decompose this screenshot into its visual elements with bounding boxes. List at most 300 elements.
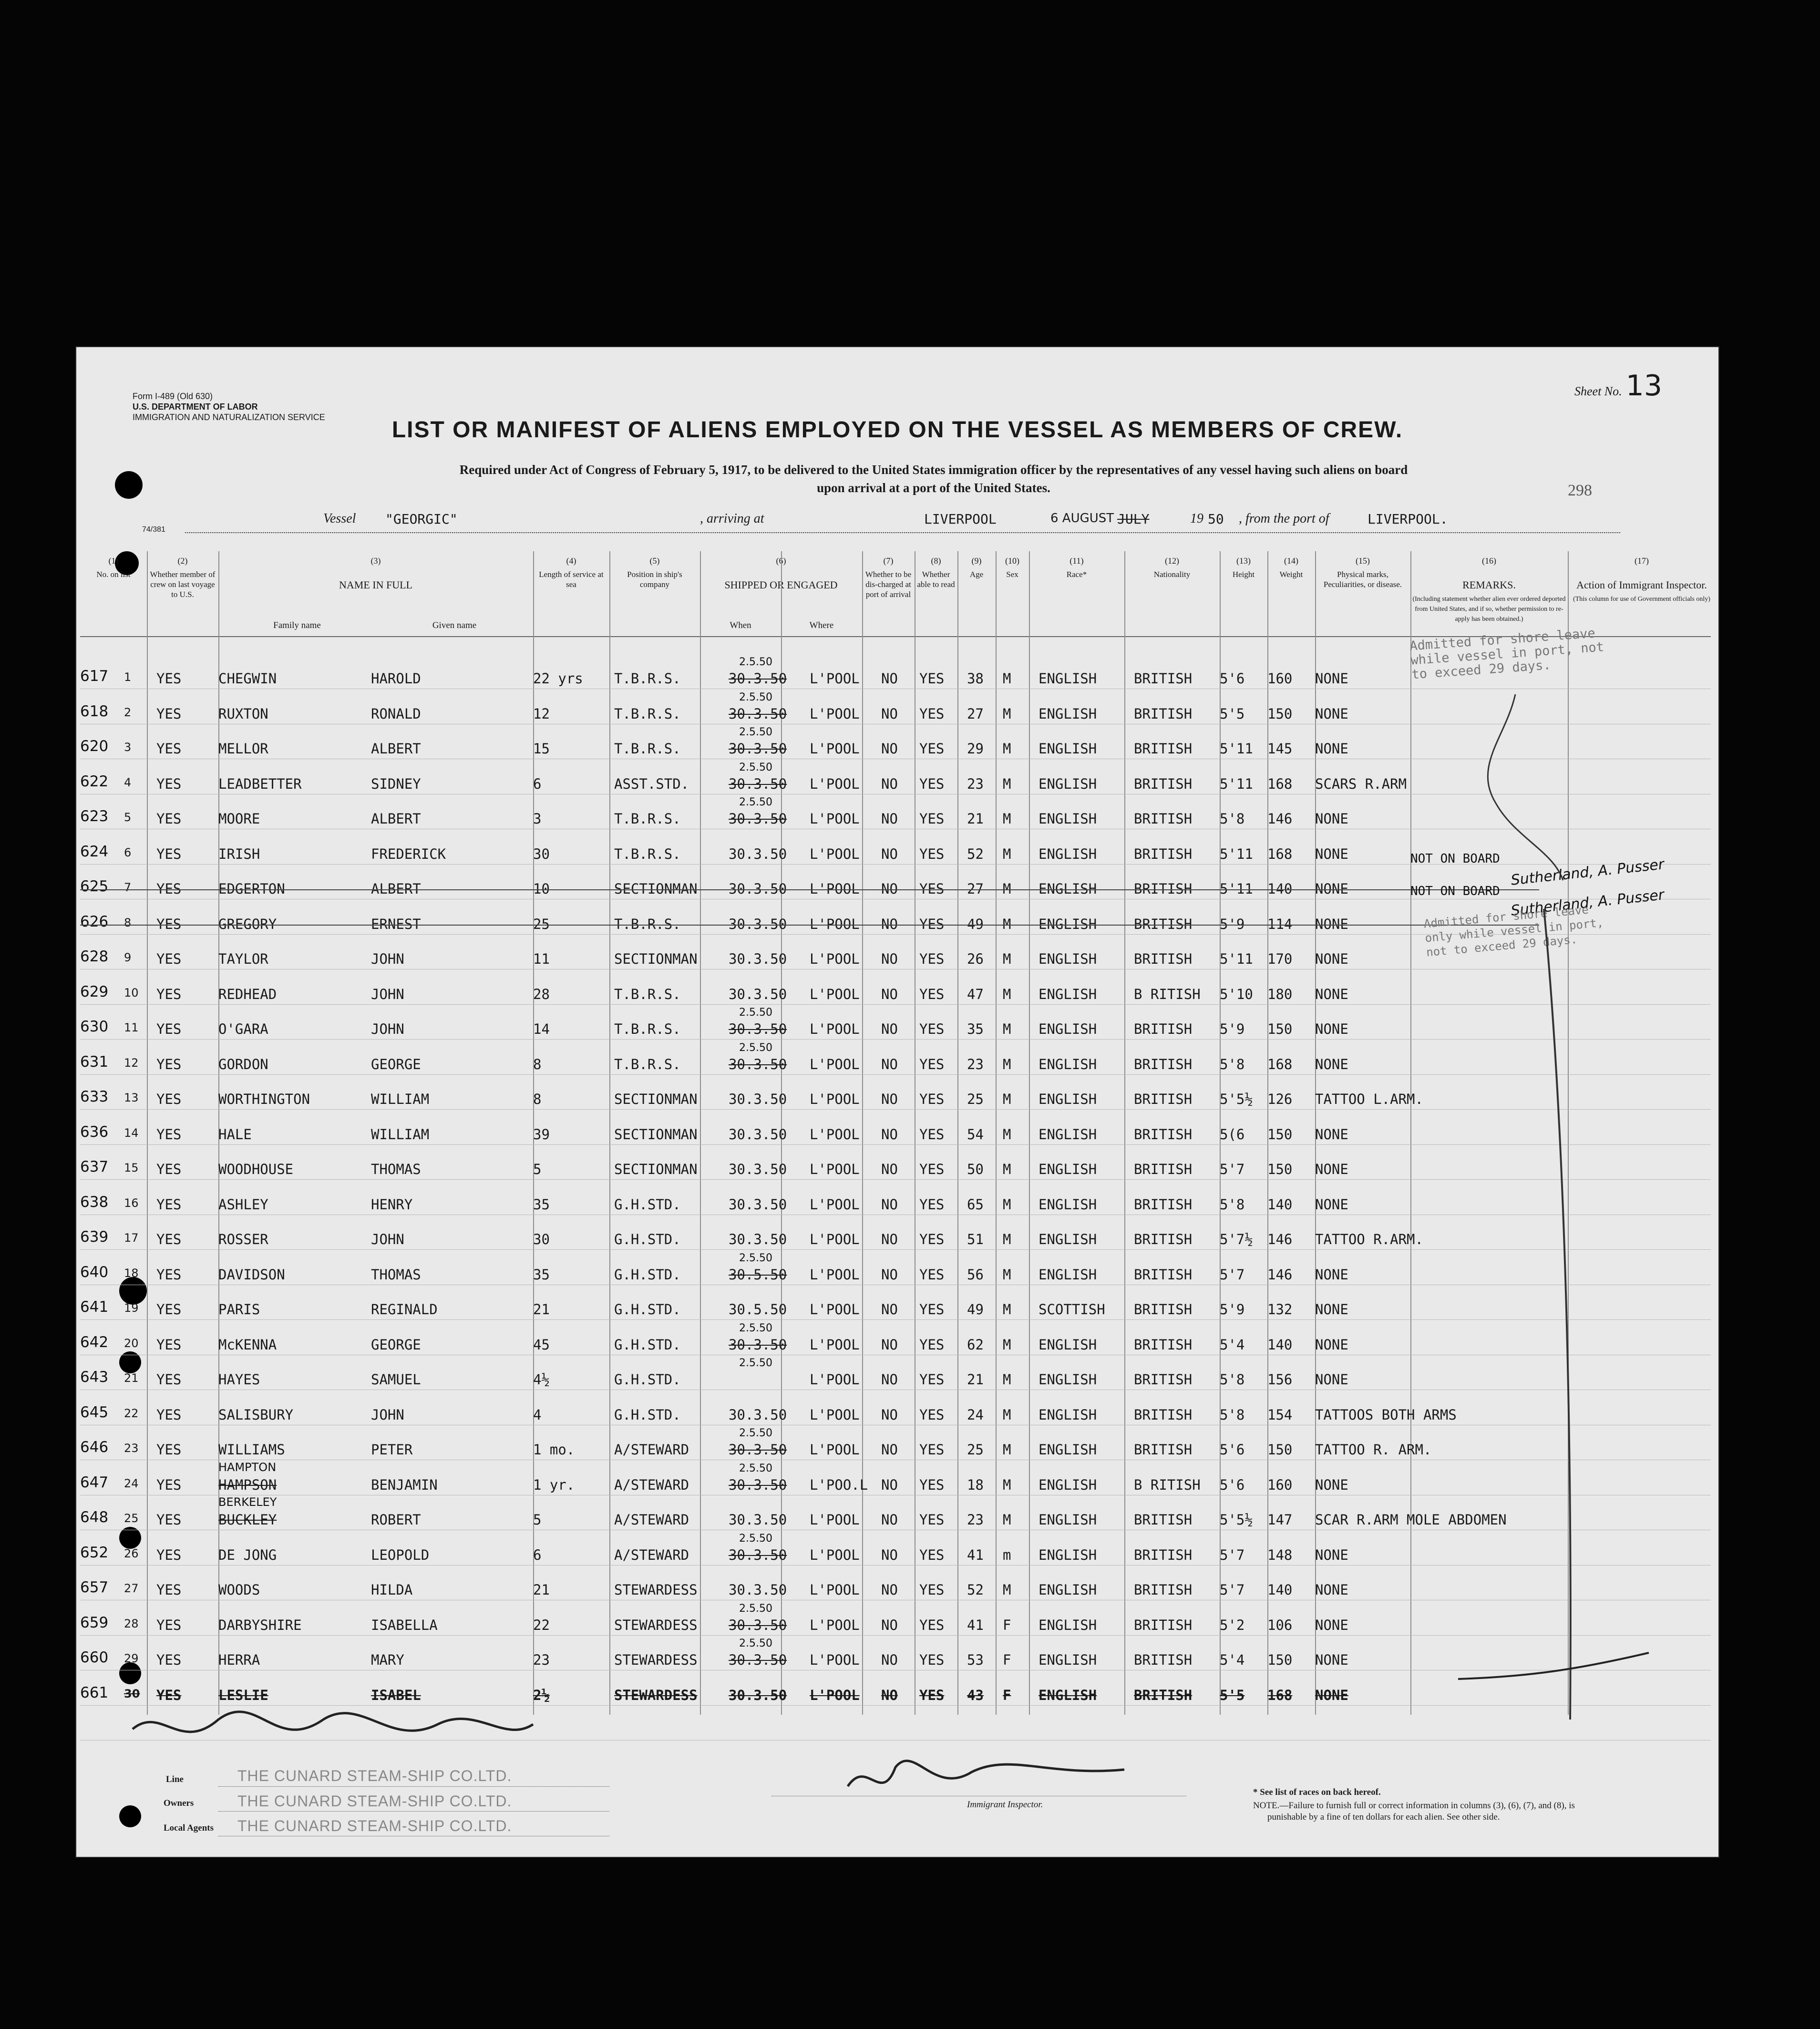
- cell-service: 5: [533, 1161, 542, 1177]
- cell-height: 5'8: [1220, 1196, 1245, 1213]
- cell-height: 5'7½: [1220, 1231, 1253, 1247]
- cell-weight: 168: [1267, 775, 1293, 792]
- cell-last: YES: [156, 1301, 182, 1318]
- cell-weight: 132: [1267, 1301, 1293, 1318]
- line-reference-number: 648: [80, 1509, 109, 1526]
- cell-last: YES: [156, 1196, 182, 1213]
- cell-family: WILLIAMS: [218, 1442, 285, 1458]
- cell-family: ROSSER: [218, 1231, 268, 1247]
- cell-weight: 168: [1267, 845, 1293, 862]
- cell-weight: 150: [1267, 1652, 1293, 1668]
- remark-bracket-stroke: [1488, 694, 1563, 880]
- cell-read: YES: [919, 775, 945, 792]
- line-reference-number: 625: [80, 878, 109, 895]
- cell-family: DE JONG: [218, 1546, 277, 1563]
- from-port: LIVERPOOL.: [1368, 511, 1448, 527]
- cell-nat: BRITISH: [1134, 916, 1193, 932]
- cell-family: LESLIE: [218, 1687, 268, 1703]
- inspector-initials: Sutherland, A. Pusser: [1510, 886, 1665, 919]
- cell-given: MARY: [371, 1652, 404, 1668]
- cell-when: 30.3.50: [729, 881, 787, 897]
- cell-age: 52: [967, 1582, 984, 1598]
- cell-height: 5'11: [1220, 775, 1253, 792]
- column-number: (15): [1356, 556, 1370, 566]
- cell-sex: M: [1003, 670, 1011, 687]
- cell-no: 14: [124, 1126, 139, 1140]
- line-reference-number: 660: [80, 1649, 109, 1666]
- cell-last: YES: [156, 670, 182, 687]
- not-on-board-note: NOT ON BOARD: [1410, 884, 1500, 898]
- requirement-line-2: upon arrival at a port of the United States.: [817, 481, 1050, 495]
- cell-position: SECTIONMAN: [614, 881, 698, 897]
- cell-read: YES: [919, 1021, 945, 1037]
- cell-where: L'POOL: [810, 986, 860, 1002]
- cell-weight: 140: [1267, 1582, 1293, 1598]
- column-label: Position in ship's company: [627, 570, 682, 589]
- cell-marks: NONE: [1315, 1476, 1348, 1493]
- cell-no: 23: [124, 1442, 139, 1455]
- cell-height: 5'11: [1220, 951, 1253, 967]
- cell-no: 21: [124, 1371, 139, 1385]
- cell-no: 12: [124, 1056, 139, 1070]
- cell-read: YES: [919, 1196, 945, 1213]
- cell-where: L'POOL: [810, 1652, 860, 1668]
- cell-no: 27: [124, 1582, 139, 1595]
- cell-family: O'GARA: [218, 1021, 268, 1037]
- cell-no: 30: [124, 1687, 140, 1700]
- cell-given: THOMAS: [371, 1266, 421, 1283]
- cell-read: YES: [919, 1056, 945, 1072]
- cell-disch: NO: [881, 1476, 898, 1493]
- cell-height: 5'5½: [1220, 1091, 1253, 1107]
- cell-position: STEWARDESS: [614, 1687, 698, 1703]
- cell-disch: NO: [881, 1406, 898, 1423]
- cell-nat: BRITISH: [1134, 1161, 1193, 1177]
- cell-race: ENGLISH: [1039, 775, 1097, 792]
- cell-disch: NO: [881, 845, 898, 862]
- cell-service: 1 yr.: [533, 1476, 575, 1493]
- cell-disch: NO: [881, 741, 898, 757]
- cell-service: 45: [533, 1336, 550, 1353]
- cell-age: 56: [967, 1266, 984, 1283]
- cell-given: JOHN: [371, 951, 404, 967]
- cell-position: G.H.STD.: [614, 1301, 681, 1318]
- cell-height: 5'8: [1220, 1056, 1245, 1072]
- cell-nat: BRITISH: [1134, 1582, 1193, 1598]
- corrected-family-name: BERKELEY: [218, 1495, 277, 1509]
- cell-disch: NO: [881, 1231, 898, 1247]
- cell-marks: TATTOO L.ARM.: [1315, 1091, 1423, 1107]
- cell-weight: 140: [1267, 1336, 1293, 1353]
- cell-no: 2: [124, 705, 132, 719]
- corrected-shipped-date: 2.5.50: [739, 1602, 772, 1615]
- cell-position: ASST.STD.: [614, 775, 689, 792]
- cell-last: YES: [156, 1687, 182, 1703]
- column-label: No. on list: [96, 570, 131, 579]
- column-number: (9): [971, 556, 982, 566]
- column-number: (7): [883, 556, 894, 566]
- cell-weight: 168: [1267, 1687, 1293, 1703]
- cell-sex: M: [1003, 1021, 1011, 1037]
- cell-last: YES: [156, 705, 182, 722]
- cell-marks: NONE: [1315, 705, 1348, 722]
- cell-read: YES: [919, 1442, 945, 1458]
- cell-read: YES: [919, 1161, 945, 1177]
- cell-weight: 140: [1267, 1196, 1293, 1213]
- cell-last: YES: [156, 1617, 182, 1633]
- cell-read: YES: [919, 1476, 945, 1493]
- cell-read: YES: [919, 1371, 945, 1388]
- cell-no: 13: [124, 1091, 139, 1104]
- cell-read: YES: [919, 1546, 945, 1563]
- cell-no: 15: [124, 1161, 139, 1174]
- cell-age: 53: [967, 1652, 984, 1668]
- cell-disch: NO: [881, 1056, 898, 1072]
- column-sublabel: When: [730, 620, 751, 630]
- cell-where: L'POOL: [810, 1546, 860, 1563]
- cell-family: HAMPSON: [218, 1476, 277, 1493]
- column-number: (6): [776, 556, 786, 566]
- cell-marks: NONE: [1315, 1161, 1348, 1177]
- cell-family: DARBYSHIRE: [218, 1617, 302, 1633]
- line-reference-number: 652: [80, 1544, 109, 1561]
- cell-nat: BRITISH: [1134, 1546, 1193, 1563]
- cell-height: 5'2: [1220, 1617, 1245, 1633]
- cell-no: 7: [124, 881, 132, 894]
- cell-no: 28: [124, 1617, 139, 1630]
- cell-service: 25: [533, 916, 550, 932]
- cell-service: 22 yrs: [533, 670, 583, 687]
- cell-given: ROBERT: [371, 1512, 421, 1528]
- cell-height: 5'4: [1220, 1652, 1245, 1668]
- cell-service: 4½: [533, 1371, 550, 1388]
- line-reference-number: 622: [80, 772, 109, 790]
- cell-race: ENGLISH: [1039, 1231, 1097, 1247]
- column-label: Physical marks, Peculiarities, or disease.: [1323, 570, 1402, 589]
- cell-family: GORDON: [218, 1056, 268, 1072]
- cell-disch: NO: [881, 986, 898, 1002]
- cell-marks: NONE: [1315, 1266, 1348, 1283]
- column-label: Whether member of crew on last voyage to U.S.: [150, 570, 216, 599]
- cell-sex: M: [1003, 705, 1011, 722]
- cell-race: ENGLISH: [1039, 741, 1097, 757]
- column-number: (10): [1005, 556, 1019, 566]
- cell-position: G.H.STD.: [614, 1231, 681, 1247]
- cell-given: HILDA: [371, 1582, 413, 1598]
- cell-race: ENGLISH: [1039, 1617, 1097, 1633]
- cell-service: 35: [533, 1196, 550, 1213]
- cell-service: 10: [533, 881, 550, 897]
- cell-where: L'POOL: [810, 1371, 860, 1388]
- cell-service: 12: [533, 705, 550, 722]
- cell-family: DAVIDSON: [218, 1266, 285, 1283]
- cell-nat: BRITISH: [1134, 775, 1193, 792]
- cell-age: 23: [967, 1512, 984, 1528]
- cell-given: ERNEST: [371, 916, 421, 932]
- cell-race: ENGLISH: [1039, 845, 1097, 862]
- cell-read: YES: [919, 1301, 945, 1318]
- corrected-shipped-date: 2.5.50: [739, 796, 772, 808]
- cell-no: 19: [124, 1301, 139, 1315]
- cell-read: YES: [919, 916, 945, 932]
- cell-position: A/STEWARD: [614, 1442, 689, 1458]
- cell-marks: NONE: [1315, 916, 1348, 932]
- cell-given: WILLIAM: [371, 1091, 430, 1107]
- cell-disch: NO: [881, 1336, 898, 1353]
- cell-when: 30.3.50: [729, 1231, 787, 1247]
- cell-given: JOHN: [371, 1231, 404, 1247]
- cell-family: GREGORY: [218, 916, 277, 932]
- cell-age: 51: [967, 1231, 984, 1247]
- cell-marks: NONE: [1315, 1582, 1348, 1598]
- cell-read: YES: [919, 811, 945, 827]
- cell-sex: M: [1003, 1266, 1011, 1283]
- cell-read: YES: [919, 1266, 945, 1283]
- cell-service: 6: [533, 1546, 542, 1563]
- cell-marks: SCAR R.ARM MOLE ABDOMEN: [1315, 1512, 1507, 1528]
- cell-where: L'POOL: [810, 1196, 860, 1213]
- cell-read: YES: [919, 1652, 945, 1668]
- cell-service: 28: [533, 986, 550, 1002]
- cell-race: ENGLISH: [1039, 1476, 1097, 1493]
- line-reference-number: 624: [80, 843, 109, 860]
- line-reference-number: 638: [80, 1193, 109, 1211]
- cell-last: YES: [156, 951, 182, 967]
- cell-weight: 106: [1267, 1617, 1293, 1633]
- line-reference-number: 646: [80, 1439, 109, 1456]
- cell-last: YES: [156, 1091, 182, 1107]
- cell-nat: BRITISH: [1134, 1336, 1193, 1353]
- cell-when: 30.3.50: [729, 1476, 787, 1493]
- cell-where: L'POO.L: [810, 1476, 868, 1493]
- cell-given: RONALD: [371, 705, 421, 722]
- cell-nat: BRITISH: [1134, 741, 1193, 757]
- cell-sex: M: [1003, 951, 1011, 967]
- cell-given: JOHN: [371, 986, 404, 1002]
- cell-race: ENGLISH: [1039, 1091, 1097, 1107]
- cell-service: 2½: [533, 1687, 550, 1703]
- cell-read: YES: [919, 1091, 945, 1107]
- closing-line: [1458, 1653, 1649, 1679]
- cell-age: 62: [967, 1336, 984, 1353]
- corrected-shipped-date: 2.5.50: [739, 1638, 772, 1649]
- cell-age: 26: [967, 951, 984, 967]
- cell-where: L'POOL: [810, 1266, 860, 1283]
- cell-read: YES: [919, 741, 945, 757]
- cell-race: ENGLISH: [1039, 705, 1097, 722]
- cell-read: YES: [919, 1231, 945, 1247]
- inspector-label: Immigrant Inspector.: [967, 1800, 1043, 1810]
- line-reference-number: 643: [80, 1369, 109, 1386]
- column-number: (3): [370, 556, 381, 566]
- cell-age: 25: [967, 1091, 984, 1107]
- cell-where: L'POOL: [810, 845, 860, 862]
- cell-marks: NONE: [1315, 1056, 1348, 1072]
- cell-nat: BRITISH: [1134, 1512, 1193, 1528]
- cell-race: ENGLISH: [1039, 811, 1097, 827]
- cell-marks: TATTOO R.ARM.: [1315, 1231, 1423, 1247]
- cell-position: T.B.R.S.: [614, 811, 681, 827]
- column-number: (16): [1482, 556, 1496, 566]
- line-reference-number: 626: [80, 913, 109, 930]
- cell-last: YES: [156, 1371, 182, 1388]
- cell-last: YES: [156, 1546, 182, 1563]
- column-number: (4): [566, 556, 576, 566]
- cell-last: YES: [156, 1126, 182, 1143]
- cell-last: YES: [156, 1512, 182, 1528]
- cell-no: 8: [124, 916, 132, 929]
- cell-when: 30.3.50: [729, 775, 787, 792]
- from-label: , from the port of: [1239, 511, 1329, 526]
- cell-height: 5'10: [1220, 986, 1253, 1002]
- cell-height: 5'6: [1220, 1442, 1245, 1458]
- cell-sex: M: [1003, 1371, 1011, 1388]
- column-label: Length of service at sea: [539, 570, 604, 589]
- line-label: Line: [166, 1774, 184, 1784]
- penalty-note-line-1: NOTE.—Failure to furnish full or correct information in columns (3), (6), (7), and (8), is: [1253, 1801, 1575, 1811]
- line-reference-number: 657: [80, 1579, 109, 1596]
- cell-last: YES: [156, 916, 182, 932]
- cell-race: ENGLISH: [1039, 1652, 1097, 1668]
- cell-weight: 170: [1267, 951, 1293, 967]
- handwritten-marks: [75, 346, 1719, 1858]
- cell-service: 22: [533, 1617, 550, 1633]
- cell-weight: 150: [1267, 1021, 1293, 1037]
- sheet-number-label: Sheet No.: [1574, 384, 1622, 398]
- cell-when: 30.3.50: [729, 1161, 787, 1177]
- cell-race: ENGLISH: [1039, 1126, 1097, 1143]
- cell-weight: 160: [1267, 670, 1293, 687]
- cell-position: SECTIONMAN: [614, 1126, 698, 1143]
- cell-where: L'POOL: [810, 775, 860, 792]
- cell-nat: BRITISH: [1134, 1091, 1193, 1107]
- cell-service: 21: [533, 1301, 550, 1318]
- cell-no: 17: [124, 1231, 139, 1245]
- cell-race: ENGLISH: [1039, 1582, 1097, 1598]
- cell-nat: BRITISH: [1134, 1056, 1193, 1072]
- cell-last: YES: [156, 845, 182, 862]
- arriving-port: LIVERPOOL: [924, 511, 997, 527]
- cell-position: A/STEWARD: [614, 1546, 689, 1563]
- corrected-shipped-date: 2.5.50: [739, 1357, 772, 1369]
- cell-service: 1 mo.: [533, 1442, 575, 1458]
- cell-read: YES: [919, 705, 945, 722]
- cell-when: 30.3.50: [729, 951, 787, 967]
- cell-nat: BRITISH: [1134, 1406, 1193, 1423]
- cell-position: SECTIONMAN: [614, 1091, 698, 1107]
- cell-given: SIDNEY: [371, 775, 421, 792]
- cell-sex: M: [1003, 1476, 1011, 1493]
- cell-where: L'POOL: [810, 881, 860, 897]
- column-number: (12): [1165, 556, 1179, 566]
- line-reference-number: 633: [80, 1088, 109, 1105]
- cell-age: 25: [967, 1442, 984, 1458]
- line-reference-number: 630: [80, 1018, 109, 1035]
- corrected-shipped-date: 2.5.50: [739, 761, 772, 773]
- cell-position: T.B.R.S.: [614, 986, 681, 1002]
- cell-where: L'POOL: [810, 1091, 860, 1107]
- shore-leave-stamp: Admitted for shore leave only while vessel in port, not to exceed 29 days.: [1423, 903, 1604, 959]
- cell-age: 27: [967, 881, 984, 897]
- column-number: (17): [1635, 556, 1649, 566]
- cell-service: 4: [533, 1406, 542, 1423]
- cell-when: 30.3.50: [729, 1126, 787, 1143]
- cell-weight: 114: [1267, 916, 1293, 932]
- column-label: Action of Immigrant Inspector.: [1576, 579, 1707, 591]
- cell-position: SECTIONMAN: [614, 1161, 698, 1177]
- cell-sex: M: [1003, 1231, 1011, 1247]
- corrected-family-name: HAMPTON: [218, 1460, 277, 1474]
- cell-read: YES: [919, 845, 945, 862]
- cell-no: 18: [124, 1266, 139, 1280]
- shore-leave-stamp: Admitted for shore leave while vessel in port, not to exceed 29 days.: [1409, 626, 1604, 682]
- cell-where: L'POOL: [810, 1336, 860, 1353]
- cell-where: L'POOL: [810, 1056, 860, 1072]
- cell-family: CHEGWIN: [218, 670, 277, 687]
- cell-weight: 148: [1267, 1546, 1293, 1563]
- cell-service: 30: [533, 845, 550, 862]
- line-reference-number: 647: [80, 1473, 109, 1491]
- cell-disch: NO: [881, 1266, 898, 1283]
- cell-where: L'POOL: [810, 741, 860, 757]
- penalty-note-line-2: punishable by a fine of ten dollars for each alien. See other side.: [1267, 1812, 1500, 1822]
- cell-no: 16: [124, 1196, 139, 1210]
- cell-race: ENGLISH: [1039, 881, 1097, 897]
- cell-given: HAROLD: [371, 670, 421, 687]
- cell-given: ALBERT: [371, 881, 421, 897]
- cell-nat: BRITISH: [1134, 1126, 1193, 1143]
- cell-when: 30.3.50: [729, 1196, 787, 1213]
- line-reference-number: 631: [80, 1053, 109, 1071]
- agents-company-stamp: THE CUNARD STEAM-SHIP CO.LTD.: [237, 1817, 512, 1834]
- cell-last: YES: [156, 1056, 182, 1072]
- cell-sex: M: [1003, 881, 1011, 897]
- cell-where: L'POOL: [810, 1161, 860, 1177]
- cell-sex: F: [1003, 1652, 1011, 1668]
- cell-position: STEWARDESS: [614, 1652, 698, 1668]
- cell-marks: NONE: [1315, 1301, 1348, 1318]
- cell-disch: NO: [881, 881, 898, 897]
- cell-when: 30.3.50: [729, 1056, 787, 1072]
- cell-age: 29: [967, 741, 984, 757]
- line-reference-number: 661: [80, 1684, 109, 1701]
- column-label: Race*: [1066, 570, 1087, 579]
- cell-where: L'POOL: [810, 1301, 860, 1318]
- cell-race: ENGLISH: [1039, 1196, 1097, 1213]
- cell-height: 5'8: [1220, 1406, 1245, 1423]
- cell-race: ENGLISH: [1039, 1161, 1097, 1177]
- cell-when: 30.3.50: [729, 1091, 787, 1107]
- service-label: IMMIGRATION AND NATURALIZATION SERVICE: [133, 412, 325, 422]
- cell-nat: BRITISH: [1134, 1231, 1193, 1247]
- cell-position: T.B.R.S.: [614, 1021, 681, 1037]
- not-on-board-note: NOT ON BOARD: [1410, 852, 1500, 866]
- manifest-sheet: [75, 346, 1719, 1858]
- cell-when: 30.3.50: [729, 1406, 787, 1423]
- cell-service: 5: [533, 1512, 542, 1528]
- line-reference-number: 642: [80, 1333, 109, 1351]
- cell-sex: M: [1003, 741, 1011, 757]
- cell-sex: M: [1003, 811, 1011, 827]
- cell-service: 11: [533, 951, 550, 967]
- cell-family: RUXTON: [218, 705, 268, 722]
- cell-family: HALE: [218, 1126, 252, 1143]
- cell-when: 30.3.50: [729, 916, 787, 932]
- cell-last: YES: [156, 1231, 182, 1247]
- cell-disch: NO: [881, 1126, 898, 1143]
- cell-height: 5'6: [1220, 1476, 1245, 1493]
- cell-nat: BRITISH: [1134, 811, 1193, 827]
